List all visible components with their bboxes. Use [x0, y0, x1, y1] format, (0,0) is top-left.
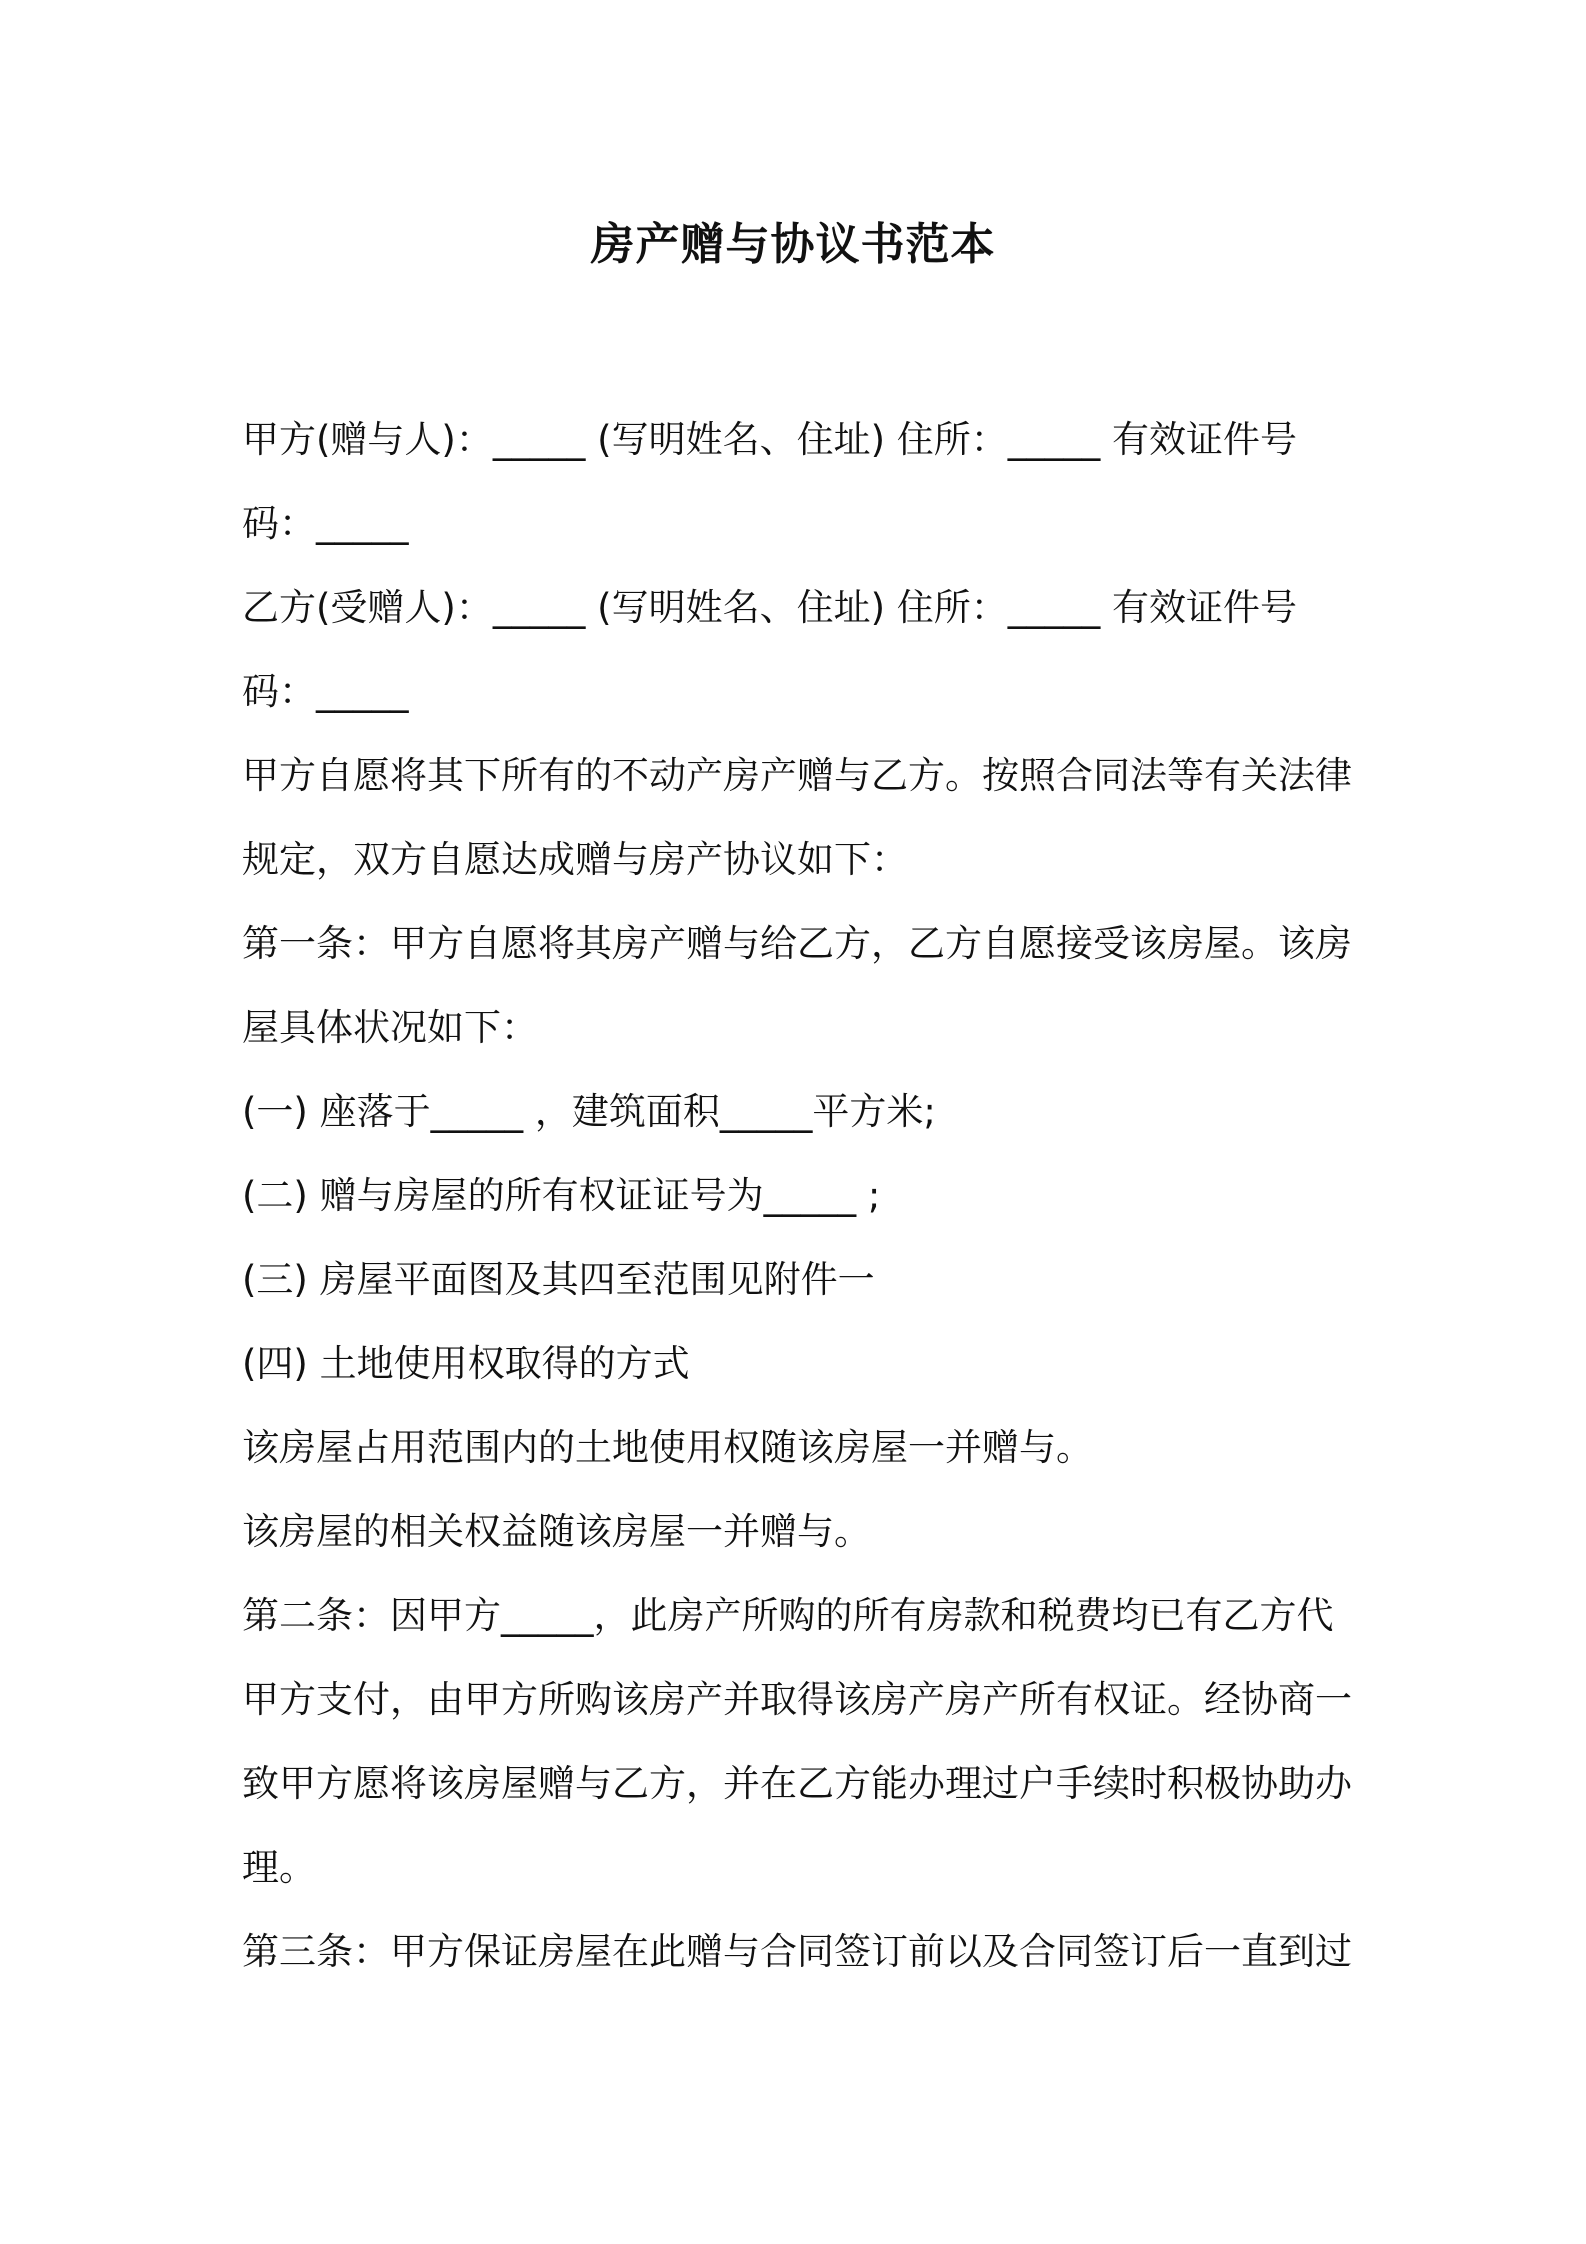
document-title: 房产赠与协议书范本 [590, 219, 996, 270]
clause-3: (三) 房屋平面图及其四至范围见附件一 [242, 1258, 875, 1301]
article-2-line-2: 甲方支付，由甲方所购该房产并取得该房产房产所有权证。经协商一 [242, 1678, 1352, 1721]
clause-1: (一) 座落于_____ ，建筑面积_____平方米; [242, 1090, 936, 1133]
article-3-line-1: 第三条：甲方保证房屋在此赠与合同签订前以及合同签订后一直到过 [242, 1930, 1352, 1973]
land-use-statement: 该房屋占用范围内的土地使用权随该房屋一并赠与。 [242, 1426, 1093, 1469]
article-1-line-1: 第一条：甲方自愿将其房产赠与给乙方，乙方自愿接受该房屋。该房 [242, 922, 1352, 965]
party-a-line-1: 甲方(赠与人)：_____ (写明姓名、住址) 住所：_____ 有效证件号 [242, 418, 1298, 461]
article-1-line-2: 屋具体状况如下： [242, 1006, 538, 1049]
article-2-line-1: 第二条：因甲方_____，此房产所购的所有房款和税费均已有乙方代 [242, 1594, 1334, 1637]
clause-2: (二) 赠与房屋的所有权证证号为_____ ; [242, 1174, 881, 1217]
document-body [242, 398, 1352, 1994]
article-2-line-4: 理。 [242, 1846, 316, 1889]
rights-statement: 该房屋的相关权益随该房屋一并赠与。 [242, 1510, 871, 1553]
party-b-line-2: 码：_____ [242, 670, 409, 713]
preamble-line-2: 规定，双方自愿达成赠与房产协议如下： [242, 838, 908, 881]
party-b-line-1: 乙方(受赠人)：_____ (写明姓名、住址) 住所：_____ 有效证件号 [242, 586, 1298, 629]
party-a-line-2: 码：_____ [242, 502, 409, 545]
preamble-line-1: 甲方自愿将其下所有的不动产房产赠与乙方。按照合同法等有关法律 [242, 754, 1352, 797]
clause-4: (四) 土地使用权取得的方式 [242, 1342, 690, 1385]
article-2-line-3: 致甲方愿将该房屋赠与乙方，并在乙方能办理过户手续时积极协助办 [242, 1762, 1352, 1805]
